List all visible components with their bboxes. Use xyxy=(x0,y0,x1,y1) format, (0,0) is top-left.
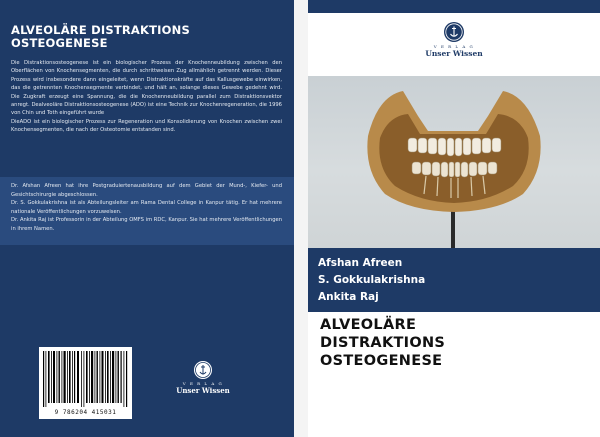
back-title-line1: ALVEOLÄRE DISTRAKTIONS xyxy=(11,23,190,37)
author-bio-band xyxy=(0,177,294,245)
author-name: Afshan Afreen xyxy=(318,257,403,269)
front-title-line3: OSTEOGENESE xyxy=(320,353,443,369)
isbn-digits: 9 786204 415031 xyxy=(54,409,117,416)
bio-paragraph-3: Dr. Ankita Raj ist Professorin in der Abteilung OMFS im RDC, Kanpur. Sie hat mehrere Veröffentlichungen in ihrem Namen. xyxy=(11,217,282,232)
front-top-bar xyxy=(308,0,600,13)
authors-band xyxy=(308,248,600,312)
back-publisher-logo xyxy=(167,361,239,411)
bio-paragraph-2: Dr. S. Gokkulakrishna ist als Abteilungsleiter am Rama Dental College in Kanpur tätig. Er hat mehrere nationale Veröffentlichungen vorzuweisen. xyxy=(11,200,282,215)
description-paragraph-1: Die Distraktionsosteogenese ist ein biologischer Prozess der Knochenneubildung zwischen den Oberflächen von Knochensegmenten, die durch schrittweisen Zug allmählich getrennt werden. Dieser Prozess wird insbesondere dann eingeleitet, wenn Distraktionskräfte auf das Kallusgewebe einwirken, das die getrennten Knochensegmente verbindet, und hält an, solange dieses Gewebe gedehnt wird. Die Zugkraft erzeugt eine Spannung, die die Knochenneubildung parallel zum Distraktionsvektor anregt. Dealveoläre Distraktionsosteogenese (ADO) ist eine Technik zur Knochenregeneration, die 1996 von Chin und Toth eingeführt wurde xyxy=(11,60,282,117)
publisher-verlag: V E R L A G xyxy=(433,44,475,49)
back-title-line2: OSTEOGENESE xyxy=(11,36,108,50)
barcode xyxy=(39,347,132,419)
skull-jaw-model-photo xyxy=(308,76,600,248)
barcode-bars-icon xyxy=(39,347,132,409)
front-title xyxy=(320,316,590,370)
description-paragraph-2: DieADO ist ein biologischer Prozess zur Regeneration und Konsolidierung von Knochen zwischen zwei Knochensegmenten, die nach der Osteotomie entstanden sind. xyxy=(11,118,282,134)
description xyxy=(11,59,282,135)
publisher-name: Unser Wissen xyxy=(425,49,483,58)
publisher-verlag: V E R L A G xyxy=(182,381,224,386)
front-publisher-logo xyxy=(408,22,500,58)
front-title-line1: ALVEOLÄRE xyxy=(320,317,417,333)
author-name: S. Gokkulakrishna xyxy=(318,274,426,286)
spine xyxy=(294,0,308,437)
front-title-line2: DISTRAKTIONS xyxy=(320,335,446,351)
bio-paragraph-1: Dr. Afshan Afreen hat ihre Postgraduiertenausbildung auf dem Gebiet der Mund-, Kiefer- und Gesichtschirurgie abgeschlossen. xyxy=(11,183,282,198)
author-name: Ankita Raj xyxy=(318,291,379,303)
publisher-name: Unser Wissen xyxy=(176,386,230,395)
back-cover xyxy=(0,0,294,437)
anchor-emblem-icon xyxy=(194,361,212,379)
back-title xyxy=(11,24,281,50)
anchor-emblem-icon xyxy=(444,22,464,42)
front-cover xyxy=(308,0,600,437)
